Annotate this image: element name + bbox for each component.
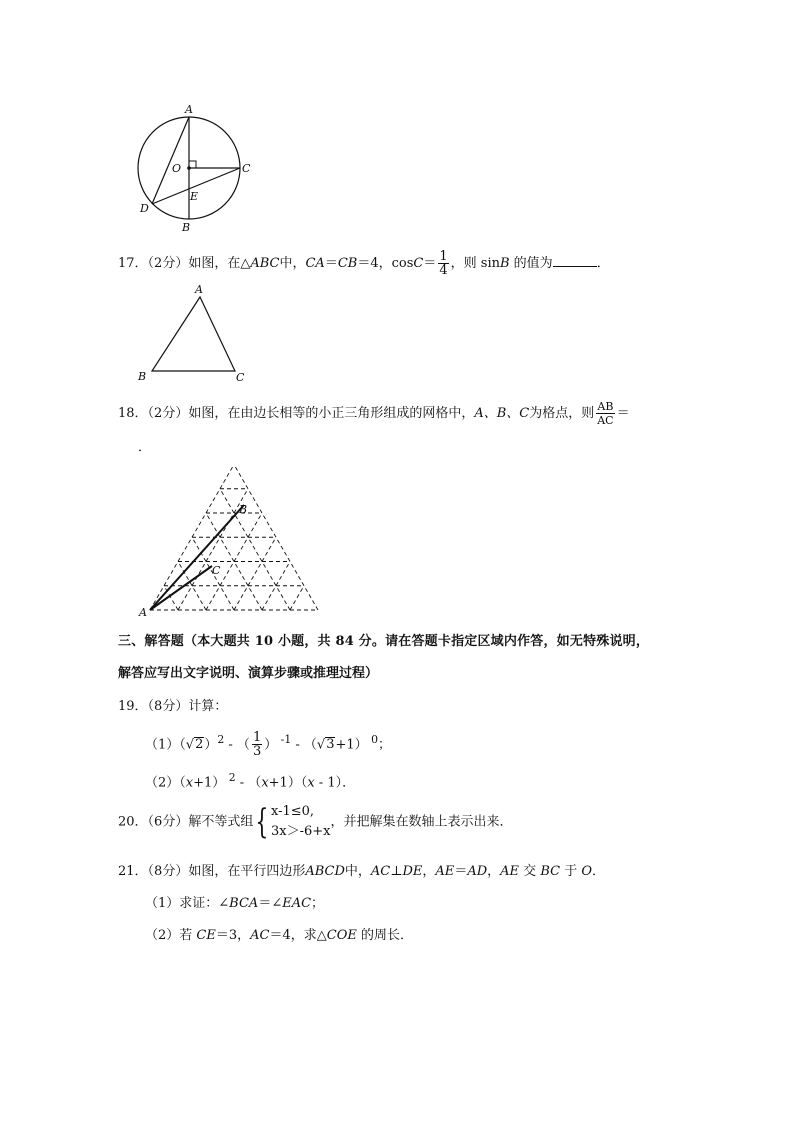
fraction-one-third: $\frac{1}{3}$ — [252, 730, 262, 760]
question-21: 21．（8分）如图，在平行四边形ABCD中，AC⊥DE，AE＝AD，AE 交 BC 于 O． — [118, 864, 606, 879]
label-o: O — [172, 162, 182, 175]
center-dot — [187, 166, 191, 170]
label-e: E — [190, 190, 199, 203]
segment-ab — [150, 505, 244, 610]
label-c: C — [212, 564, 221, 577]
system-brace: { — [255, 802, 269, 842]
question-21-part1: （1）求证：∠BCA＝∠EAC； — [145, 896, 325, 911]
label-a: A — [195, 283, 203, 296]
grid-line — [178, 489, 248, 610]
section-3-heading-line1: 三、解答题（本大题共 10 小题，共 84 分。请在答题卡指定区域内作答，如无特殊说明， — [118, 634, 650, 649]
question-18-dot: ． — [138, 440, 152, 455]
label-b: B — [138, 370, 147, 383]
section-3-heading-line2: 解答应写出文字说明、演算步骤或推理过程） — [118, 666, 379, 681]
label-c: C — [236, 371, 245, 384]
question-18: 18．（2分）如图，在由边长相等的小正三角形组成的网格中，A、B、C为格点，则 $\frac{AB}{AC}$ ＝ — [118, 400, 630, 427]
label-b: B — [239, 503, 248, 516]
grid-line — [234, 537, 276, 610]
question-20: 20．（6分）解不等式组{ x-1≤0, 3x＞-6+x ，并把解集在数轴上表示出来． — [118, 802, 513, 842]
label-c: C — [242, 162, 251, 175]
question-19-part1: $(1)(√2)^2$ - （ $\frac{1}{3}$ ） $^{-1}$ - （√3+1） $^0$； — [145, 730, 392, 760]
inequality-system: x-1≤0, 3x＞-6+x — [270, 804, 331, 839]
label-a: A — [139, 606, 147, 619]
question-19-part2: （2）（x+1） $^2$ - （x+1）（x - 1）． — [145, 771, 356, 791]
grid-line — [220, 489, 290, 610]
triangle-abc — [152, 297, 235, 371]
fraction-ab-ac: $\frac{AB}{AC}$ — [597, 400, 614, 427]
question-17: 17．（2分）如图，在△ABC中，CA＝CB＝4，cosC＝ $\frac{1}{4}$ ，则 sinB 的值为 ． — [118, 249, 610, 278]
grid-lines — [150, 465, 318, 610]
label-d: D — [140, 202, 149, 215]
triangle-figure — [130, 282, 255, 387]
label-a: A — [185, 103, 193, 116]
triangle-grid-figure — [135, 460, 325, 620]
question-21-part2: （2）若 CE＝3，AC＝4，求△COE 的周长． — [145, 928, 413, 943]
label-b: B — [182, 221, 191, 234]
grid-line — [234, 465, 318, 610]
grid-line — [290, 586, 304, 610]
answer-blank — [553, 254, 597, 267]
circle-figure — [130, 100, 260, 235]
fraction-one-quarter: $\frac{1}{4}$ — [439, 249, 448, 278]
question-19-title: 19．（8分）计算： — [118, 699, 228, 714]
